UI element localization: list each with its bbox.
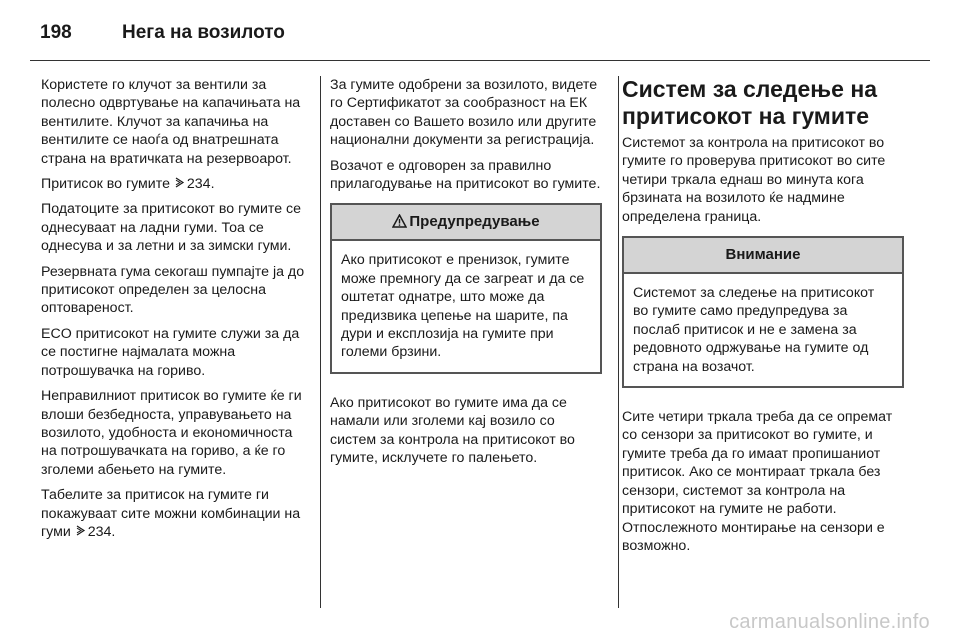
ref-page-link[interactable]: 234. [186, 176, 215, 193]
paragraph-pressure-tables [41, 486, 307, 541]
paragraph-ignition-off: Ако притисокот во гумите има да се намали или зголеми кај возило со систем за контрола на притисокот во гумите, исклучете го палењето. [330, 394, 575, 467]
page-title: Нега на возилото [122, 22, 285, 43]
column-2 [330, 76, 602, 475]
paragraph-incorrect-pressure: Неправилниот притисок во гумите ќе ги влоши безбедноста, управувањето на возилото, удобноста и економичноста на потрошувачката на гориво, а ќе го зголеми абењето на гумите. [41, 388, 302, 478]
ref-text: Табелите за притисок на гумите ги покажуваат сите можни комбинации на гуми [41, 487, 301, 540]
section-heading: Систем за следење на притисокот на гумите [622, 76, 877, 129]
warning-box [330, 203, 602, 373]
notice-body [624, 274, 902, 386]
column-1 [41, 76, 307, 548]
page-reference-icon [76, 525, 86, 536]
page-header [40, 16, 285, 50]
column-divider-2 [618, 76, 619, 608]
warning-title: Предупредување [409, 213, 540, 231]
paragraph-spare-tyre: Резервната гума секогаш пумпајте ја до притисокот определен за целосна оптовареност. [41, 263, 305, 317]
warning-header [332, 205, 600, 241]
watermark: carmanualsonline.info [729, 611, 930, 633]
paragraph-sensors: Сите четири тркала треба да се опремат со сензори за притисокот во гумите, и гумите треба да го имаат пропишаниот притисок. Ако се монтираат тркала без сензори, системот за контрола на притисокот на гумите не работи. Отпослежното монтирање на сензори е возможно. [622, 409, 893, 554]
ref-text: Притисок во гумите [41, 176, 174, 193]
warning-text: Ако притисокот е пренизок, гумите може премногу да се загреат и да се оштетат однатре, што може да предизвика цепење на шарите, па дури и експлозија на гумите при големи брзини. [341, 252, 585, 361]
notice-title: Внимание [725, 246, 801, 264]
paragraph-valve-key: Користете го клучот за вентили за полесно одвртување на капачињата на вентилите. Клучот за капачиња на вентилите се наоѓа од внатрешната страна на вратичката на резервоарот. [41, 77, 301, 167]
paragraph-approved-tyres: За гумите одобрени за возилото, видете го Сертификатот за сообразност на ЕК доставен со Вашето возило или другите национални документи за регистрација. [330, 77, 598, 149]
warning-triangle-icon [392, 214, 407, 228]
paragraph-eco-pressure: ECO притисокот на гумите служи за да се постигне најмалата можна потрошувачка на гориво. [41, 325, 300, 379]
warning-body [332, 241, 600, 371]
paragraph-system-check: Системот за контрола на притисокот во гумите го проверува притисокот во сите четири тркала еднаш во минута кога брзината на возилото ќе надмине определена граница. [622, 135, 886, 225]
paragraph-driver-responsible: Возачот е одговорен за правилно прилагодување на притисокот во гумите. [330, 157, 601, 193]
notice-box [622, 236, 904, 388]
notice-text: Системот за следење на притисокот во гумите само предупредува за послаб притисок и не е замена за редовното одржување на гумите од страна на возачот. [633, 285, 875, 375]
page-number: 198 [40, 22, 72, 43]
page-reference-icon [175, 177, 185, 188]
column-3 [622, 76, 904, 562]
header-rule [30, 60, 930, 61]
column-divider-1 [320, 76, 321, 608]
notice-header [624, 238, 902, 274]
ref-page-link[interactable]: 234. [87, 523, 116, 540]
paragraph-cold-tyres: Податоците за притисокот во гумите се однесуваат на ладни гуми. Тоа се однесува и за летни и за зимски гуми. [41, 201, 302, 255]
paragraph-tyre-pressure-ref [41, 175, 307, 193]
